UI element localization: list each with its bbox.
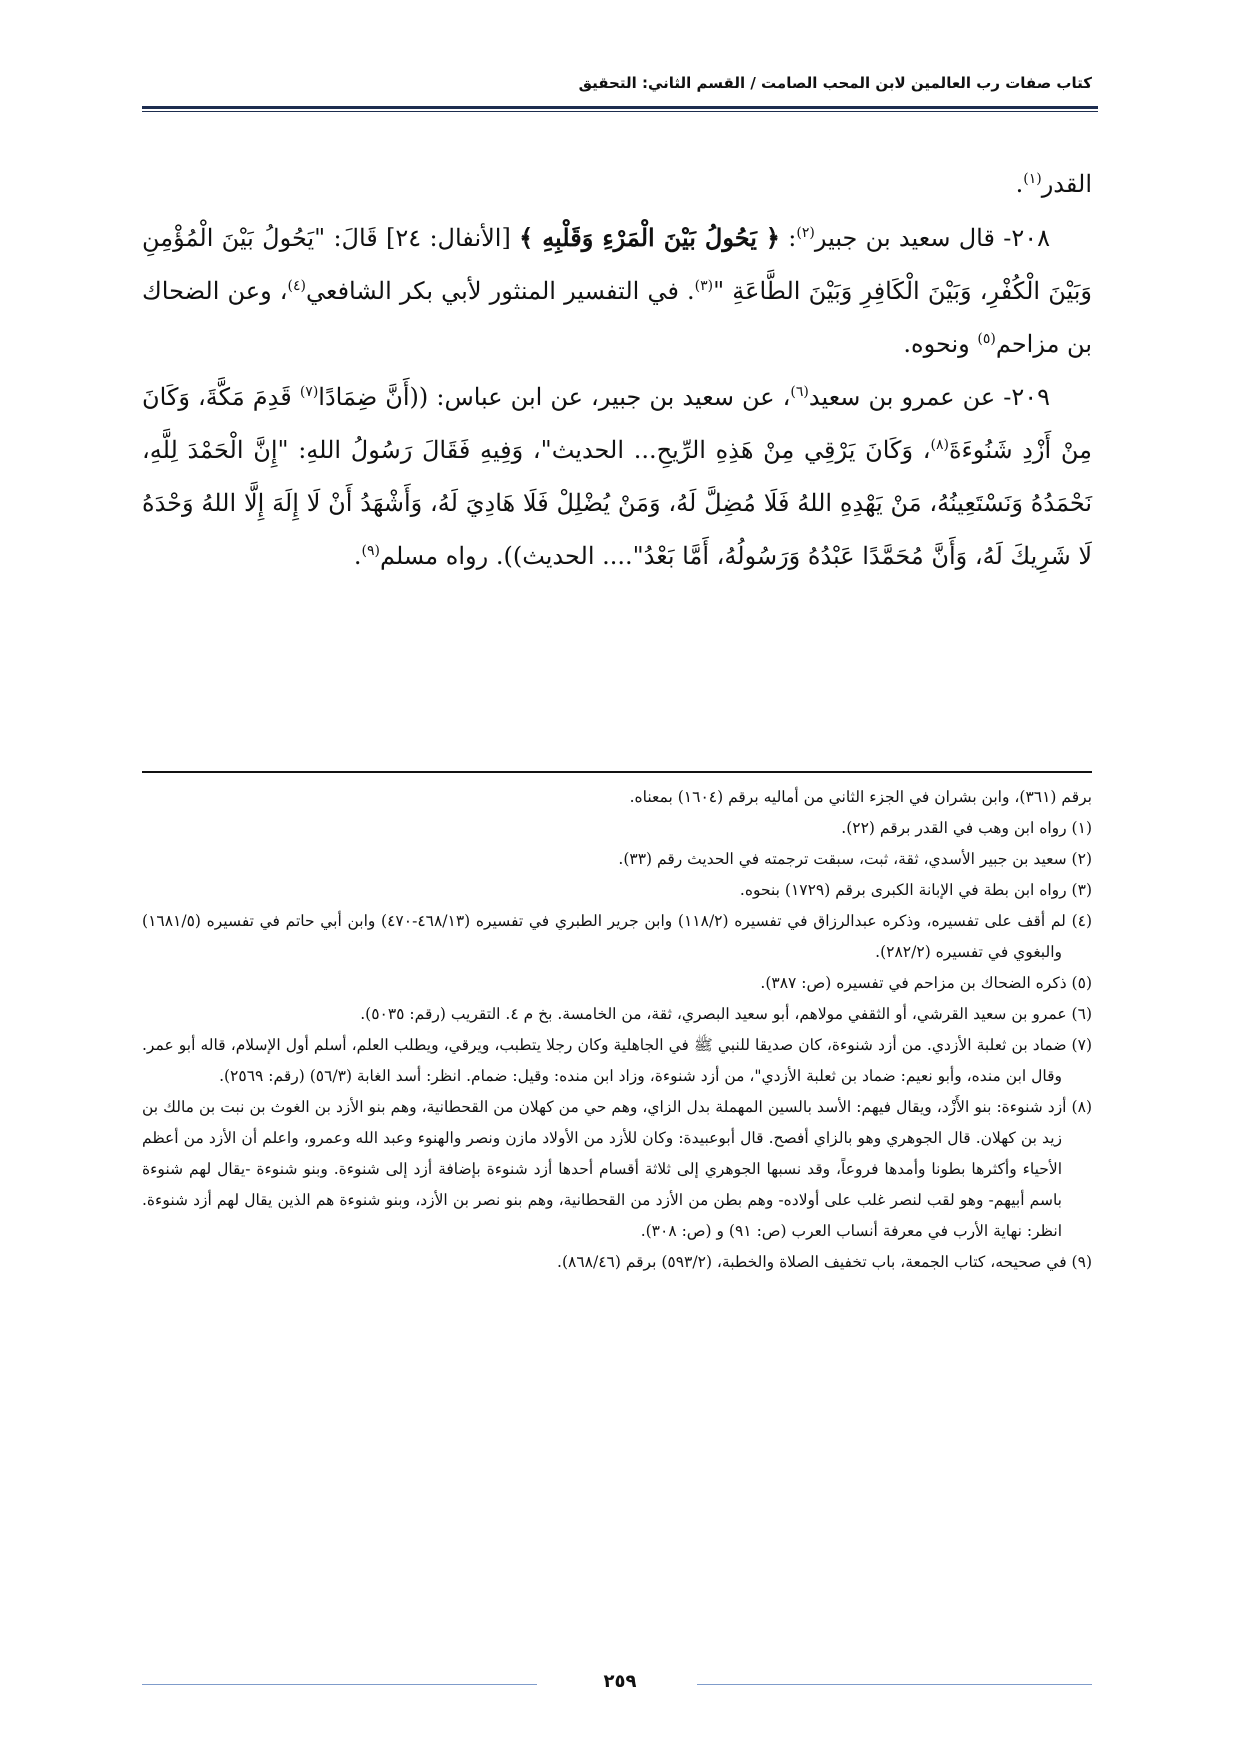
- footnote-5: (٥) ذكره الضحاك بن مزاحم في تفسيره (ص: ٣٨٧).: [760, 974, 1092, 992]
- header-rule-thin: [142, 111, 1098, 112]
- p2-b: :: [779, 224, 797, 252]
- footnotes: [142, 782, 1092, 1278]
- p1-end: .: [1015, 170, 1024, 198]
- footnote-4: (٤) لم أقف على تفسيره، وذكره عبدالرزاق في تفسيره (١١٨/٢) وابن جرير الطبري في تفسيره (٤٦٨/١٣-٤٧٠) وابن أبي حاتم في تفسيره (١٦٨١/٥) والبغوي في تفسيره (٢٨٢/٢).: [142, 912, 1093, 961]
- footnote-ref-2: (٢): [796, 225, 815, 241]
- paragraph-1: [142, 158, 1092, 211]
- footnote-ref-9: (٩): [361, 543, 380, 559]
- footnote-separator: [142, 771, 1092, 773]
- p3-d: ، وَكَانَ يَرْقِي مِنْ هَذِهِ الرِّيحِ... الحديث"، وَفِيهِ فَقَالَ رَسُولُ اللهِ: "إِنَّ الْحَمْدَ لِلَّهِ، نَحْمَدُهُ وَنَسْتَعِينُهُ، مَنْ يَهْدِهِ اللهُ فَلَا مُضِلَّ لَهُ، وَمَنْ يُضْلِلْ فَلَا هَادِيَ لَهُ، وَأَشْهَدُ أَنْ لَا إِلَهَ إِلَّا اللهُ وَحْدَهُ لَا شَرِيكَ لَهُ، وَأَنَّ مُحَمَّدًا عَبْدُهُ وَرَسُولُهُ، أَمَّا بَعْدُ".... الحديث)). رواه مسلم: [142, 436, 1092, 570]
- p2-d: . في التفسير المنثور لأبي بكر الشافعي: [306, 277, 695, 305]
- footnote-6: (٦) عمرو بن سعيد القرشي، أو الثقفي مولاهم، أبو سعيد البصري، ثقة، من الخامسة. بخ م ٤. التقريب (رقم: ٥٠٣٥).: [360, 1005, 1092, 1023]
- footnote-7: (٧) ضماد بن ثعلبة الأزدي. من أزد شنوءة، كان صديقا للنبي ﷺ في الجاهلية وكان رجلا يتطبب، ويرقي، ويطلب العلم، أسلم أول الإسلام، قاله أبو عمر. وقال ابن منده، وأبو نعيم: ضماد بن ثعلبة الأزدي"، من أزد شنوءة، وزاد ابن منده: وقيل: ضمام. انظر: أسد الغابة (٥٦/٣) (رقم: ٢٥٦٩).: [142, 1036, 1092, 1085]
- paragraph-208: [142, 211, 1092, 371]
- header-rule: [142, 106, 1098, 109]
- p3-a: ٢٠٩- عن عمرو بن سعيد: [808, 383, 1051, 411]
- footer-rule-left: [142, 1684, 537, 1685]
- footnote-ref-4: (٤): [287, 278, 306, 294]
- paragraph-209: [142, 371, 1092, 583]
- p2-c: [الأنفال: ٢٤] قَالَ: "يَحُولُ بَيْنَ الْمُؤْمِنِ وَبَيْنَ الْكُفْرِ، وَبَيْنَ الْكَافِرِ وَبَيْنَ الطَّاعَةِ ": [142, 224, 1092, 305]
- p2-a: ٢٠٨- قال سعيد بن جبير: [814, 224, 1050, 252]
- p2-e: ، وعن الضحاك بن مزاحم: [142, 277, 1092, 358]
- p3-e: .: [353, 542, 362, 570]
- p3-c: قَدِمَ مَكَّةَ، وَكَانَ مِنْ أَزْدِ شَنُوءَةَ: [142, 383, 1092, 464]
- footnote-ref-7: (٧): [299, 384, 319, 400]
- footnote-8: (٨) أزد شنوءة: بنو الأَزْد، ويقال فيهم: الأسد بالسين المهملة بدل الزاي، وهم حي من كهلان من القحطانية، وهم بنو الأزد بن الغوث بن نبت بن مالك بن زيد بن كهلان. قال الجوهري وهو بالزاي أفصح. قال أبوعبيدة: وكان للأزد من الأولاد مازن ونصر والهنوء وعبد الله وعمرو، واعلم أن الأزد من أعظم الأحياء وأكثرها بطونا وأمدها فروعاً، وقد نسبها الجوهري إلى ثلاثة أقسام أحدها أزد شنوءة بإضافة أزد إلى شنوءة. وبنو شنوءة -يقال لهم شنوءة باسم أبيهم- وهو لقب لنصر غلب على أولاده- وهم بطن من الأزد من القحطانية، وهم بنو نصر بن الأزد، وبنو شنوءة هم الذين يقال لهم أزد شنوءة. انظر: نهاية الأرب في معرفة أنساب العرب (ص: ٩١) و (ص: ٣٠٨).: [142, 1098, 1092, 1240]
- footnote-ref-1: (١): [1023, 171, 1042, 187]
- footnote-continuation: برقم (٣٦١)، وابن بشران في الجزء الثاني من أماليه برقم (١٦٠٤) بمعناه.: [629, 788, 1092, 806]
- p1-text: القدر: [1041, 170, 1092, 198]
- main-text: [142, 158, 1092, 583]
- footnote-3: (٣) رواه ابن بطة في الإبانة الكبرى برقم (١٧٢٩) بنحوه.: [739, 881, 1092, 899]
- footer-rule-right: [697, 1684, 1092, 1685]
- running-header: كتاب صفات رب العالمين لابن المحب الصامت / القسم الثاني: التحقيق: [578, 74, 1092, 92]
- p2-f: ونحوه.: [903, 330, 978, 358]
- page-number: ٢٥٩: [603, 1671, 637, 1692]
- p3-b: ، عن سعيد بن جبير، عن ابن عباس: ((أَنَّ ضِمَادًا: [318, 383, 791, 411]
- footnote-9: (٩) في صحيحه، كتاب الجمعة، باب تخفيف الصلاة والخطبة، (٥٩٣/٢) برقم (٨٦٨/٤٦).: [557, 1253, 1092, 1271]
- footnote-ref-6: (٦): [790, 384, 809, 400]
- footnote-ref-3: (٣): [694, 278, 714, 294]
- quran-verse: ﴿ يَحُولُ بَيْنَ الْمَرْءِ وَقَلْبِهِ ﴾: [519, 223, 780, 252]
- footnote-1: (١) رواه ابن وهب في القدر برقم (٢٢).: [841, 819, 1092, 837]
- footnote-2: (٢) سعيد بن جبير الأسدي، ثقة، ثبت، سبقت ترجمته في الحديث رقم (٣٣).: [618, 850, 1092, 868]
- footnote-ref-5: (٥): [977, 331, 996, 347]
- footnote-ref-8: (٨): [930, 437, 949, 453]
